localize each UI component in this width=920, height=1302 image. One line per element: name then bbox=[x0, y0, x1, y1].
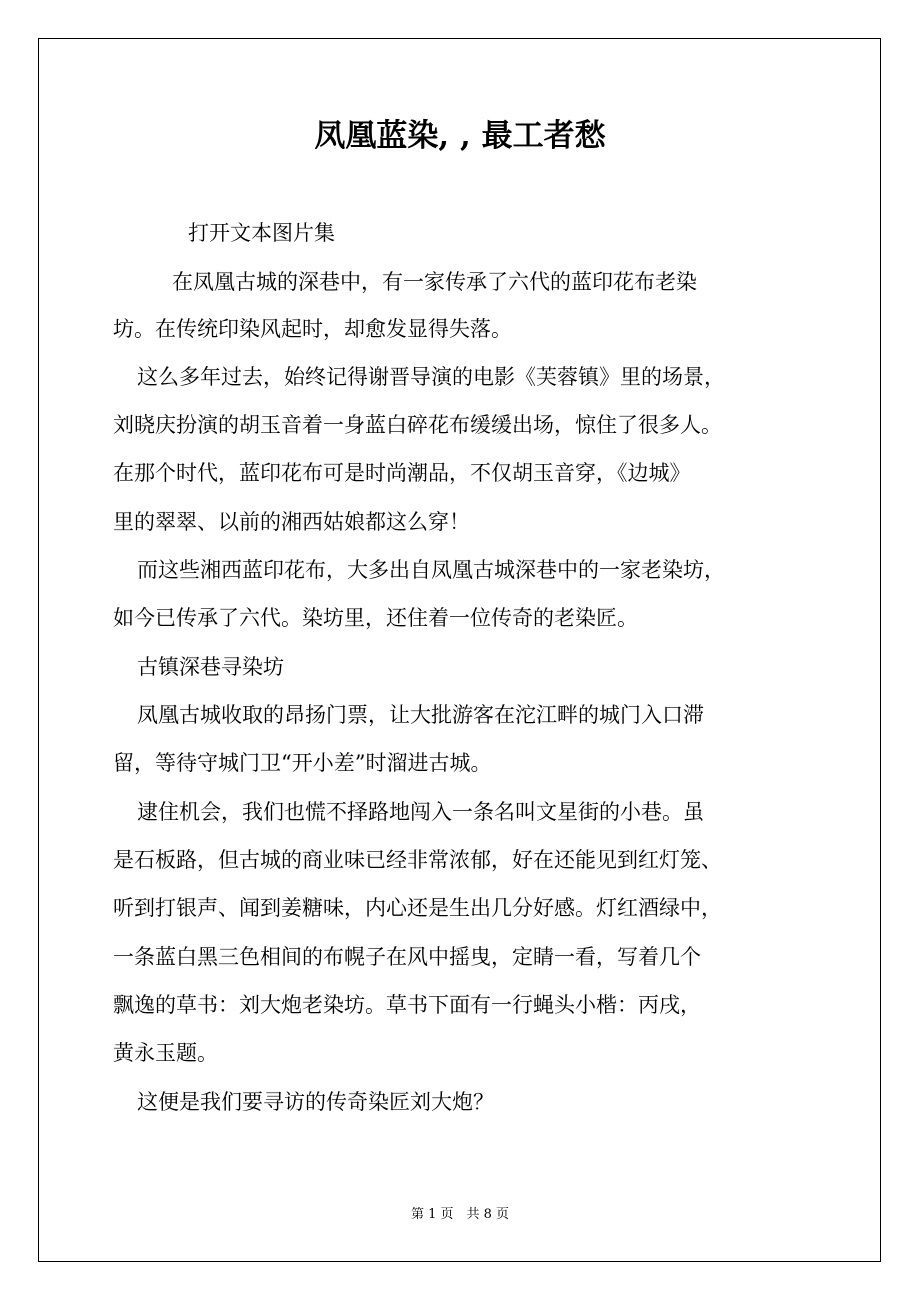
paragraph-line: 这便是我们要寻访的传奇染匠刘大炮？ bbox=[137, 1090, 494, 1114]
paragraph-line: 是石板路，但古城的商业味已经非常浓郁，好在还能见到红灯笼、 bbox=[113, 848, 722, 872]
paragraph-line: 黄永玉题。 bbox=[113, 1041, 218, 1065]
paragraph-line: 如今已传承了六代。染坊里，还住着一位传奇的老染匠。 bbox=[113, 606, 638, 630]
document-title: 凤凰蓝染, , 最工者愁 bbox=[314, 118, 606, 154]
paragraph-line: 而这些湘西蓝印花布，大多出自凤凰古城深巷中的一家老染坊， bbox=[137, 558, 725, 582]
paragraph-line: 里的翠翠、以前的湘西姑娘都这么穿！ bbox=[113, 510, 470, 534]
paragraph-line: 打开文本图片集 bbox=[188, 221, 335, 245]
page-border bbox=[38, 38, 881, 1262]
paragraph-line: 一条蓝白黑三色相间的布幌子在风中摇曳，定睛一看，写着几个 bbox=[113, 945, 701, 969]
paragraph-line: 坊。在传统印染风起时，却愈发显得失落。 bbox=[113, 317, 512, 341]
paragraph-line: 听到打银声、闻到姜糖味，内心还是生出几分好感。灯红酒绿中， bbox=[113, 896, 722, 920]
page-number-footer: 第 1 页 共 8 页 bbox=[410, 1207, 510, 1222]
paragraph-line: 这么多年过去，始终记得谢晋导演的电影《芙蓉镇》里的场景， bbox=[137, 365, 725, 389]
paragraph-line: 飘逸的草书：刘大炮老染坊。草书下面有一行蝇头小楷：丙戌， bbox=[113, 993, 701, 1017]
paragraph-line: 凤凰古城收取的昂扬门票，让大批游客在沱江畔的城门入口滞 bbox=[137, 703, 704, 727]
paragraph-line: 逮住机会，我们也慌不择路地闯入一条名叫文星街的小巷。虽 bbox=[137, 800, 704, 824]
paragraph-line: 在凤凰古城的深巷中，有一家传承了六代的蓝印花布老染 bbox=[172, 270, 697, 294]
section-heading: 古镇深巷寻染坊 bbox=[137, 655, 284, 679]
paragraph-line: 留，等待守城门卫“开小差”时溜进古城。 bbox=[113, 751, 492, 775]
paragraph-line: 刘晓庆扮演的胡玉音着一身蓝白碎花布缓缓出场，惊住了很多人。 bbox=[113, 413, 722, 437]
paragraph-line: 在那个时代，蓝印花布可是时尚潮品，不仅胡玉音穿，《边城》 bbox=[113, 461, 691, 485]
